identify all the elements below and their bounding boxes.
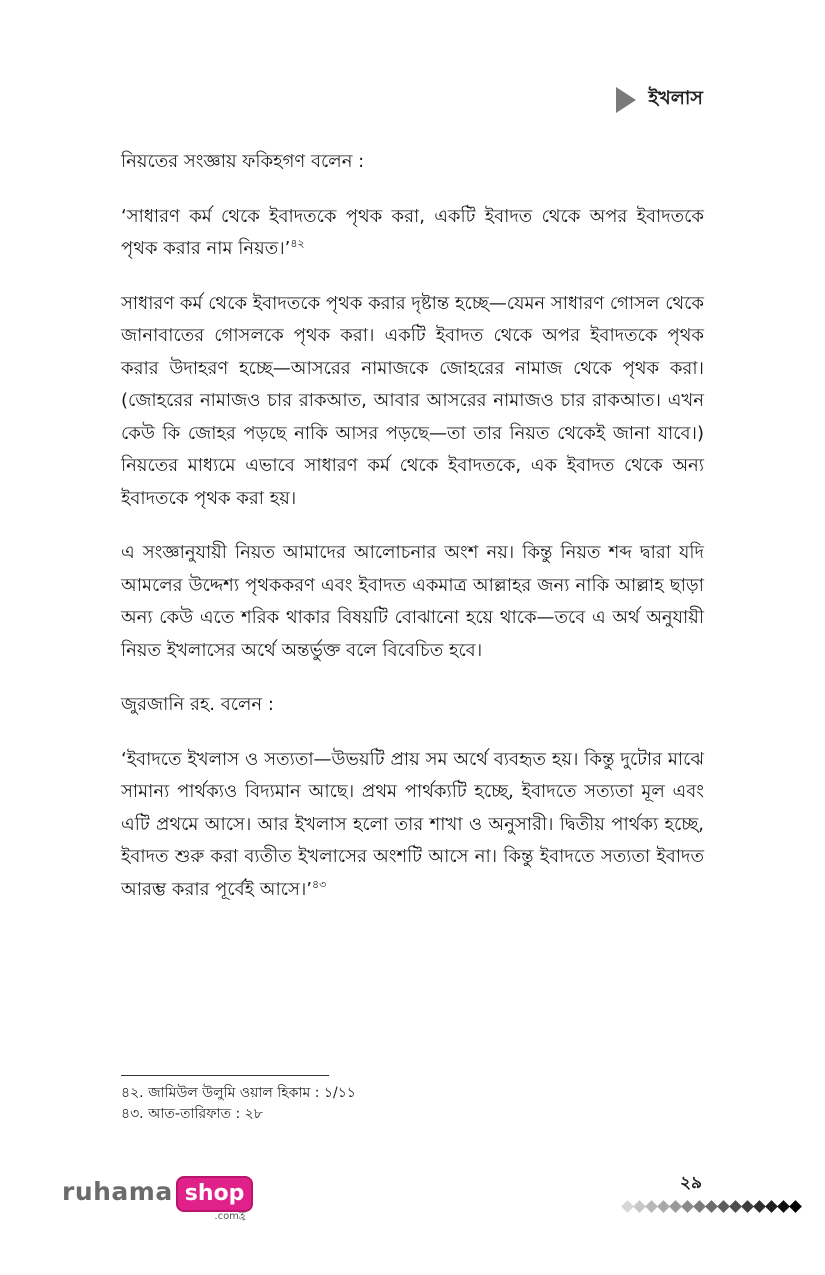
paragraph-5: জুরজানি রহ. বলেন : — [121, 694, 274, 715]
footnote-ref-42[interactable]: ৪২ — [290, 237, 305, 250]
quote-text: ‘সাধারণ কর্ম থেকে ইবাদতকে পৃথক করা, একটি ইবাদত থেকে অপর ইবাদতকে পৃথক করার নাম নিয়ত।’ — [121, 205, 704, 259]
page-number: ২৯ — [680, 1173, 703, 1193]
paragraph-2-quote — [121, 201, 704, 266]
diamond-icon — [657, 1200, 670, 1213]
diamond-icon — [777, 1200, 790, 1213]
diamond-icon — [753, 1200, 766, 1213]
diamond-icon — [621, 1200, 634, 1213]
quote-text: ‘ইবাদতে ইখলাস ও সত্যতা—উভয়টি প্রায় সম অর্থে ব্যবহৃত হয়। কিন্তু দুটোর মাঝে সামান্য পার্থক্যও বিদ্যমান আছে। প্রথম পার্থক্যটি হচ্ছে, ইবাদতে সত্যতা মূল এবং এটি প্রথমে আসে। আর ইখলাস হলো তার শাখা ও অনুসারী। দ্বিতীয় পার্থক্য হচ্ছে, ইবাদত শুরু করা ব্যতীত ইখলাসের অংশটি আসে না। কিন্তু ইবাদতে সত্যতা ইবাদত আরম্ভ করার পূর্বেই আসে।’ — [121, 748, 704, 900]
diamond-icon — [705, 1200, 718, 1213]
diamond-icon — [669, 1200, 682, 1213]
diamond-icon — [789, 1200, 802, 1213]
logo-shop-badge — [176, 1176, 254, 1222]
diamond-icon — [633, 1200, 646, 1213]
footnotes — [121, 1083, 356, 1125]
triangle-bullet-icon — [616, 87, 636, 113]
chapter-title: ইখলাস — [648, 87, 703, 109]
running-header — [616, 84, 703, 116]
footnote-42: ৪২. জামিউল উলুমি ওয়াল হিকাম : ১/১১ — [121, 1085, 356, 1101]
diamond-icon — [645, 1200, 658, 1213]
ruhamashop-logo — [62, 1176, 253, 1222]
paragraph-3: সাধারণ কর্ম থেকে ইবাদতকে পৃথক করার দৃষ্টান্ত হচ্ছে—যেমন সাধারণ গোসল থেকে জানাবাতের গোসলকে পৃথক করা। একটি ইবাদত থেকে অপর ইবাদতকে পৃথক করার উদাহরণ হচ্ছে—আসরের নামাজকে জোহরের নামাজ থেকে পৃথক করা। (জোহরের নামাজও চার রাকআত, আবার আসরের নামাজও চার রাকআত। এখন কেউ কি জোহর পড়ছে নাকি আসর পড়ছে—তা তার নিয়ত থেকেই জানা যাবে।) নিয়তের মাধ্যমে এভাবে সাধারণ কর্ম থেকে ইবাদতকে, এক ইবাদত থেকে অন্য ইবাদতকে পৃথক করা হয়। — [121, 292, 704, 509]
diamond-icon — [765, 1200, 778, 1213]
diamond-icon — [741, 1200, 754, 1213]
footnote-divider — [121, 1075, 329, 1076]
logo-domain: .comহ্র — [214, 1211, 246, 1222]
paragraph-6-quote — [121, 744, 704, 907]
diamond-icon — [717, 1200, 730, 1213]
diamond-icon — [693, 1200, 706, 1213]
page-body — [121, 146, 704, 928]
paragraph-4: এ সংজ্ঞানুযায়ী নিয়ত আমাদের আলোচনার অংশ নয়। কিন্তু নিয়ত শব্দ দ্বারা যদি আমলের উদ্দেশ্য পৃথককরণ এবং ইবাদত একমাত্র আল্লাহর জন্য নাকি আল্লাহ ছাড়া অন্য কেউ এতে শরিক থাকার বিষয়টি বোঝানো হয়ে থাকে—তবে এ অর্থ অনুযায়ী নিয়ত ইখলাসের অর্থে অন্তর্ভুক্ত বলে বিবেচিত হবে। — [121, 542, 704, 661]
decorative-diamond-row — [622, 1200, 801, 1213]
logo-shop-text: shop — [176, 1176, 254, 1212]
diamond-icon — [729, 1200, 742, 1213]
footnote-ref-43[interactable]: ৪৩ — [312, 877, 327, 891]
logo-name: ruhama — [62, 1177, 173, 1206]
footnote-43: ৪৩. আত-তারিফাত : ২৮ — [121, 1106, 263, 1122]
paragraph-1: নিয়তের সংজ্ঞায় ফকিহগণ বলেন : — [121, 151, 365, 172]
diamond-icon — [681, 1200, 694, 1213]
